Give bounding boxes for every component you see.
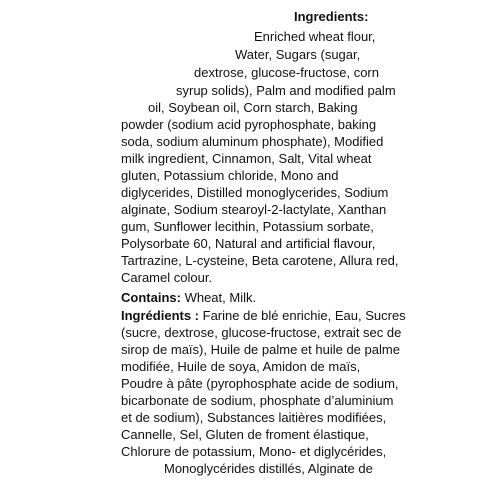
english-ingredient-line: syrup solids), Palm and modified palm (176, 83, 396, 98)
french-ingredient-line: Poudre à pâte (pyrophosphate acide de sodium, (121, 376, 399, 391)
english-ingredient-line: soda, sodium aluminum phosphate), Modified (121, 134, 384, 149)
english-ingredient-line: gum, Sunflower lecithin, Potassium sorbate, (121, 219, 374, 234)
french-ingredients-heading: Ingrédients : (121, 308, 200, 323)
english-ingredient-line: oil, Soybean oil, Corn starch, Baking (148, 100, 358, 115)
english-contains-label: Contains: (121, 290, 181, 305)
english-contains (121, 289, 256, 306)
english-ingredient-line: Water, Sugars (sugar, (235, 47, 361, 62)
french-ingredient-line: modifiée, Huile de soya, Amidon de maïs, (121, 359, 361, 374)
english-ingredient-line: Enriched wheat flour, (254, 29, 376, 44)
french-ingredient-line: Monoglycérides distillés, Alginate de (164, 461, 373, 476)
english-ingredient-line: milk ingredient, Cinnamon, Salt, Vital wheat (121, 151, 372, 166)
french-ingredient-line: et de sodium), Substances laitières modifiées, (121, 410, 387, 425)
english-ingredient-line: Polysorbate 60, Natural and artificial flavour, (121, 236, 376, 251)
french-ingredient-line: Farine de blé enrichie, Eau, Sucres (199, 308, 406, 323)
english-ingredient-line: dextrose, glucose-fructose, corn (194, 65, 379, 80)
english-ingredient-line: diglycerides, Distilled monoglycerides, Sodium (121, 185, 389, 200)
english-ingredient-line: powder (sodium acid pyrophosphate, baking (121, 117, 377, 132)
french-ingredients-first-line (121, 307, 406, 324)
french-ingredient-line: Chlorure de potassium, Mono- et diglycérides, (121, 444, 387, 459)
english-ingredient-line: alginate, Sodium stearoyl-2-lactylate, Xanthan (121, 202, 387, 217)
english-ingredient-line: gluten, Potassium chloride, Mono and (121, 168, 339, 183)
french-ingredient-line: Cannelle, Sel, Gluten de froment élastique, (121, 427, 369, 442)
french-ingredient-line: sirop de maïs), Huile de palme et huile de palme (121, 342, 400, 357)
french-ingredient-line: (sucre, dextrose, glucose-fructose, extrait sec de (121, 325, 402, 340)
english-contains-value: Wheat, Milk. (180, 290, 257, 305)
french-ingredient-line: bicarbonate de sodium, phosphate d’aluminium (121, 393, 394, 408)
english-ingredient-line: Tartrazine, L-cysteine, Beta carotene, Allura red, (121, 253, 399, 268)
english-ingredients-heading: Ingredients: (294, 9, 369, 24)
english-ingredient-line: Caramel colour. (121, 270, 213, 285)
